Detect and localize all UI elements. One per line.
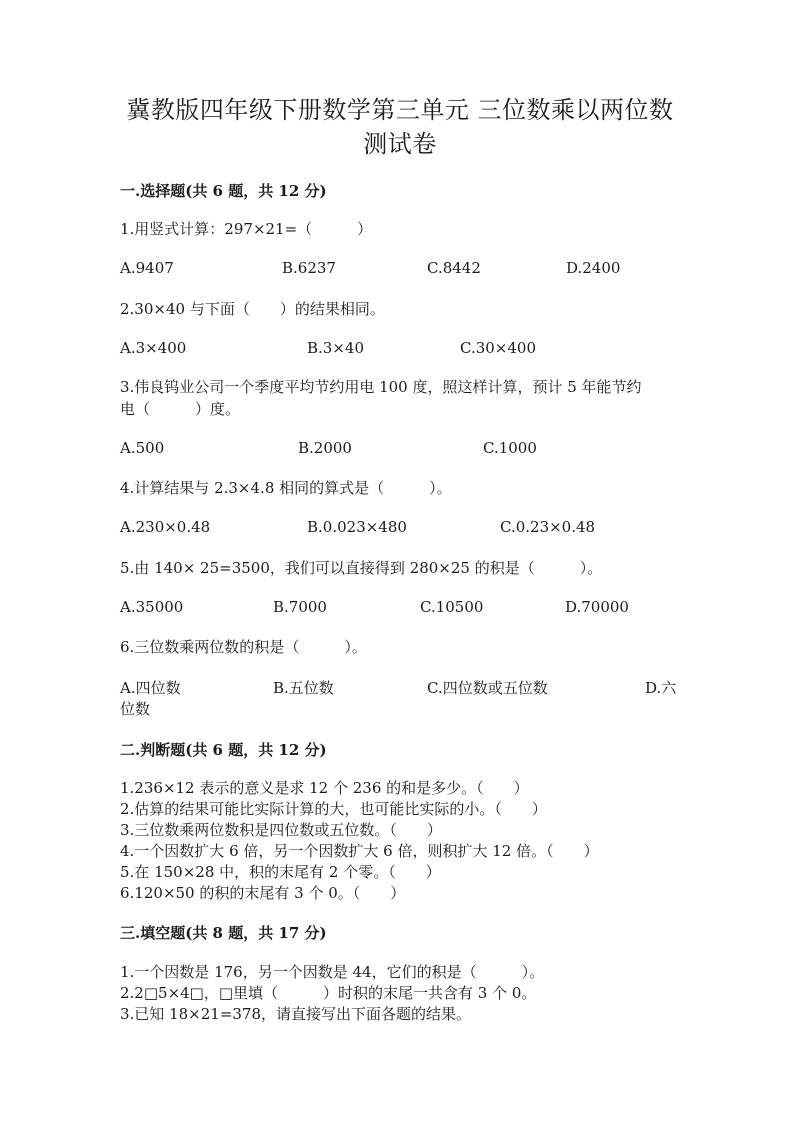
option-c: C.10500 — [420, 598, 484, 616]
question-text: 1.用竖式计算：297×21=（ ） — [120, 220, 373, 238]
question-text: 5.由 140× 25=3500，我们可以直接得到 280×25 的积是（ ）。 — [120, 559, 603, 577]
option-b: B.7000 — [273, 598, 327, 616]
option-a: A.9407 — [120, 259, 174, 277]
page-title-line1: 冀教版四年级下册数学第三单元 三位数乘以两位数 — [126, 96, 674, 124]
judgment-item: 5.在 150×28 中，积的末尾有 2 个零。（ ） — [120, 863, 441, 881]
judgment-item: 4.一个因数扩大 6 倍，另一个因数扩大 6 倍，则积扩大 12 倍。（ ） — [120, 842, 599, 860]
page-title-line2: 测试卷 — [363, 130, 437, 158]
judgment-item: 1.236×12 表示的意义是求 12 个 236 的和是多少。（ ） — [120, 779, 529, 797]
option-a: A.四位数 — [120, 679, 181, 697]
option-c: C.四位数或五位数 — [427, 679, 548, 697]
option-c: C.30×400 — [460, 339, 536, 357]
option-c: C.1000 — [483, 439, 537, 457]
section-heading-judgment: 二.判断题(共 6 题，共 12 分) — [120, 741, 327, 759]
fill-in-item: 3.已知 18×21=378，请直接写出下面各题的结果。 — [120, 1005, 472, 1023]
judgment-item: 2.估算的结果可能比实际计算的大，也可能比实际的小。（ ） — [120, 800, 547, 818]
option-b: B.6237 — [282, 259, 336, 277]
option-b: B.3×40 — [307, 339, 364, 357]
question-text-line1: 3.伟良钨业公司一个季度平均节约用电 100 度，照这样计算，预计 5 年能节约 — [120, 378, 642, 396]
question-text-line2: 电（ ）度。 — [120, 400, 241, 418]
option-a: A.230×0.48 — [120, 518, 211, 536]
option-a: A.35000 — [120, 598, 184, 616]
section-heading-fill-in: 三.填空题(共 8 题，共 17 分) — [120, 924, 327, 942]
option-a: A.500 — [120, 439, 165, 457]
option-b: B.五位数 — [273, 679, 334, 697]
option-b: B.0.023×480 — [307, 518, 407, 536]
judgment-item: 6.120×50 的积的末尾有 3 个 0。（ ） — [120, 884, 406, 902]
option-c: C.8442 — [427, 259, 481, 277]
question-text: 6.三位数乘两位数的积是（ ）。 — [120, 638, 367, 656]
option-d: D.70000 — [565, 598, 629, 616]
fill-in-item: 2.2□5×4□，□里填（ ）时积的末尾一共含有 3 个 0。 — [120, 984, 537, 1002]
question-text: 4.计算结果与 2.3×4.8 相同的算式是（ ）。 — [120, 479, 452, 497]
option-d-wrap: 位数 — [120, 700, 151, 718]
section-heading-choice: 一.选择题(共 6 题，共 12 分) — [120, 182, 327, 200]
option-a: A.3×400 — [120, 339, 187, 357]
question-text: 2.30×40 与下面（ ）的结果相同。 — [120, 300, 385, 318]
option-b: B.2000 — [298, 439, 352, 457]
option-c: C.0.23×0.48 — [500, 518, 596, 536]
option-d: D.六 — [645, 679, 677, 697]
fill-in-item: 1.一个因数是 176，另一个因数是 44，它们的积是（ ）。 — [120, 963, 545, 981]
judgment-item: 3.三位数乘两位数积是四位数或五位数。（ ） — [120, 821, 442, 839]
option-d: D.2400 — [566, 259, 621, 277]
